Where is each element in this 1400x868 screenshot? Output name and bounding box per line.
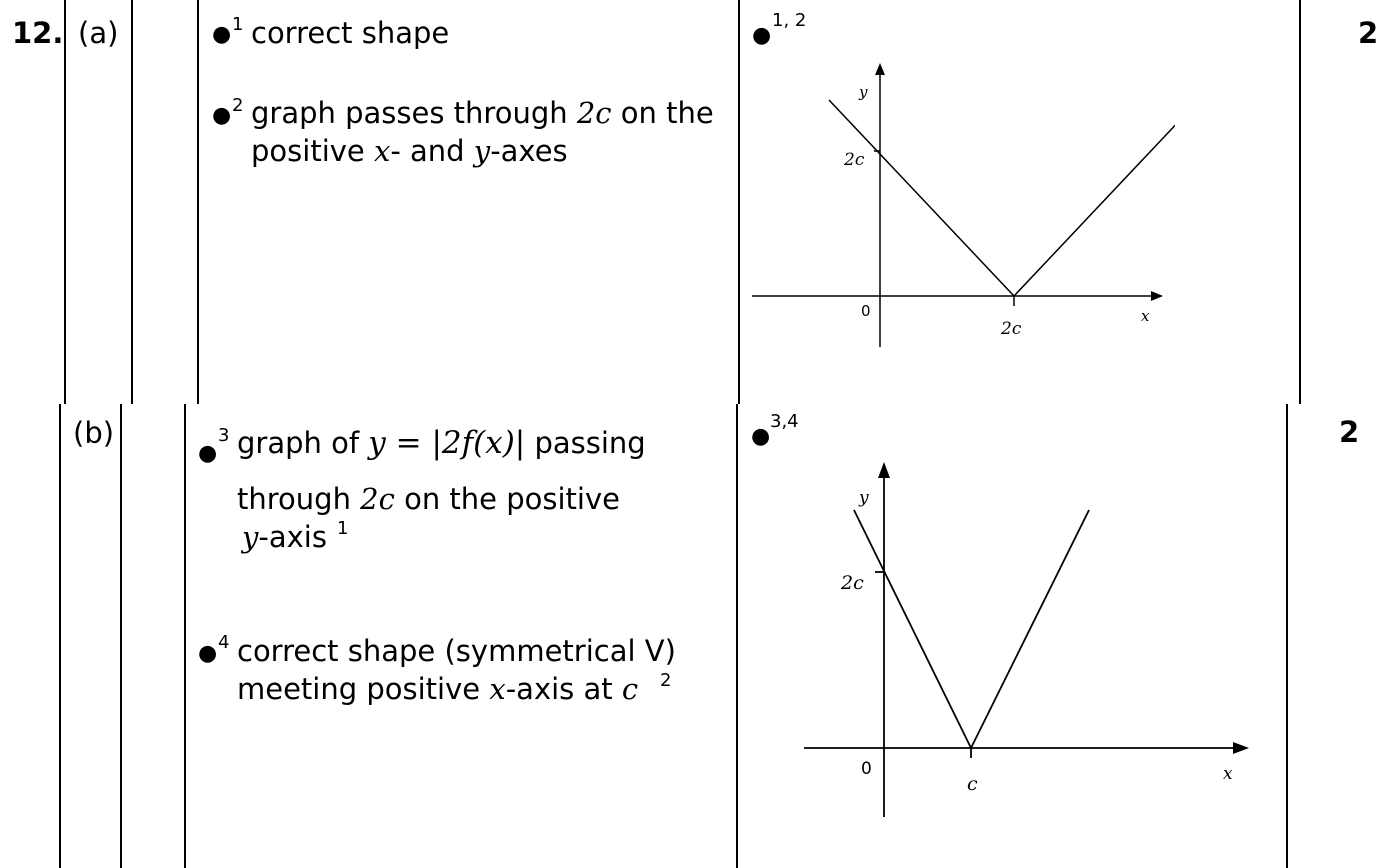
criterion-1-text: correct shape [251, 16, 450, 50]
modulus-graph-line [854, 510, 1089, 748]
rule-a-4 [738, 0, 740, 404]
x-axis-label: x [1223, 764, 1233, 784]
criterion-3-line-2 [237, 480, 620, 518]
criterion-3-line-3-a: -axis [258, 520, 327, 554]
criterion-2-line-1-b: on the [620, 96, 714, 130]
rule-b-3 [184, 404, 186, 868]
criterion-4-line-2-b: -axis at [505, 672, 613, 706]
x-intercept-label: c [967, 773, 978, 795]
rule-b-5 [1286, 404, 1288, 868]
y-intercept-label: 2c [841, 572, 864, 594]
criterion-4-line-2 [237, 670, 638, 708]
rule-a-5 [1299, 0, 1301, 404]
criterion-2-line-2-x: x [373, 134, 391, 168]
criterion-1-ref: 1 [232, 14, 244, 35]
rule-a-3 [197, 0, 199, 404]
criterion-2-line-2-y: y [473, 134, 491, 168]
criterion-3-line-2-b: on the positive [404, 482, 620, 516]
criterion-4-note: 2 [660, 670, 672, 691]
criterion-2-line-1-a: graph passes through [251, 96, 568, 130]
rule-a-1 [64, 0, 66, 404]
rule-a-2 [131, 0, 133, 404]
criterion-3-line-1-a: graph of [237, 426, 360, 460]
part-b-figure-refs: 3,4 [770, 411, 799, 432]
criterion-2-line-2-a: positive [251, 134, 365, 168]
criterion-2-line-2 [251, 132, 568, 170]
part-b-label: (b) [73, 416, 115, 450]
origin-label: 0 [861, 302, 871, 320]
criterion-3-line-1-b: passing [534, 426, 646, 460]
criterion-3-ref: 3 [218, 425, 230, 446]
y-intercept-label: 2c [844, 150, 865, 170]
y-axis-label: y [859, 83, 868, 101]
part-a-label: (a) [78, 16, 119, 50]
criterion-4-line-2-a: meeting positive [237, 672, 481, 706]
bullet-icon: ● [198, 441, 218, 466]
rule-b-1 [59, 404, 61, 868]
criterion-3-formula: y = |2f(x)| [368, 425, 526, 461]
bullet-icon: ● [751, 424, 771, 449]
origin-label: 0 [861, 759, 872, 779]
criterion-4-line-1: correct shape (symmetrical V) [237, 634, 676, 668]
modulus-graph-line [829, 100, 1175, 296]
rule-b-2 [120, 404, 122, 868]
criterion-3-line-1 [237, 424, 646, 462]
part-a-marks: 2 [1358, 16, 1379, 50]
criterion-3-line-2-math: 2c [360, 482, 395, 516]
x-axis-label: x [1141, 307, 1150, 325]
graph-b [795, 455, 1260, 825]
question-number: 12. [12, 16, 64, 50]
criterion-2-line-1-math: 2c [576, 96, 612, 130]
graph-a [745, 55, 1175, 355]
bullet-icon: ● [212, 22, 232, 47]
criterion-2-ref: 2 [232, 95, 244, 116]
criterion-2-line-2-b: - and [390, 134, 465, 168]
rule-b-4 [736, 404, 738, 868]
bullet-icon: ● [198, 641, 218, 666]
criterion-4-line-2-x: x [489, 672, 506, 706]
bullet-icon: ● [752, 23, 772, 48]
criterion-3-line-3-y: y [242, 520, 259, 554]
criterion-2-line-2-c: -axes [490, 134, 568, 168]
criterion-3-note: 1 [337, 518, 349, 539]
y-axis-label: y [859, 488, 869, 508]
bullet-icon: ● [212, 103, 232, 128]
part-b-marks: 2 [1339, 415, 1360, 449]
criterion-2-line-1 [251, 94, 714, 132]
criterion-4-line-2-c: c [621, 672, 639, 706]
criterion-3-line-3 [242, 518, 327, 556]
part-a-figure-refs: 1, 2 [772, 10, 807, 31]
x-intercept-label: 2c [1001, 319, 1022, 339]
criterion-4-ref: 4 [218, 632, 230, 653]
criterion-3-line-2-a: through [237, 482, 351, 516]
